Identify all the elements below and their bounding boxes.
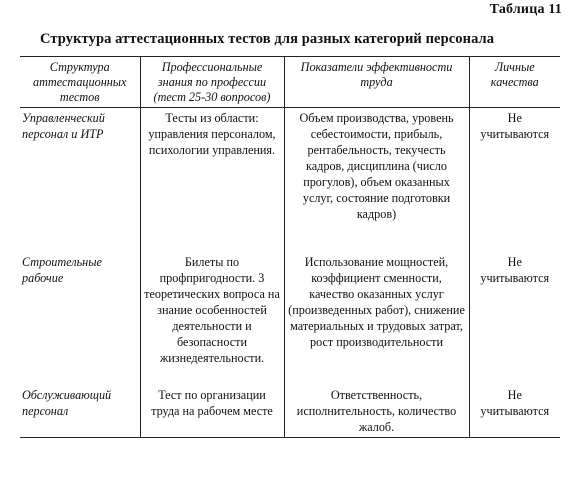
table-header-row <box>20 57 560 108</box>
row-efficiency: Объем производства, уровень себестоимости, прибыль, рентабельность, текучесть кадров, дисциплина (число прогулов), объем оказанных услуг, состояние подготовки кадров) <box>284 108 469 253</box>
attestation-tests-table <box>20 56 560 438</box>
row-efficiency: Ответственность, исполнительность, количество жалоб. <box>284 385 469 438</box>
table-row <box>20 108 560 253</box>
row-knowledge: Тесты из области: управления персоналом, психологии управления. <box>140 108 284 253</box>
row-efficiency: Использование мощностей, коэффициент сменности, качество оказанных услуг (произведенных работ), снижение материальных и трудовых затрат, рост производительности <box>284 252 469 385</box>
row-qualities: Не учитываются <box>469 385 560 438</box>
header-efficiency-indicators: Показатели эффективности труда <box>284 57 469 108</box>
table-number-label: Таблица 11 <box>489 2 562 17</box>
table-row <box>20 252 560 385</box>
row-qualities: Не учитываются <box>469 252 560 385</box>
row-category: Строительные рабочие <box>20 252 140 385</box>
header-personal-qualities: Личные качества <box>469 57 560 108</box>
table-title: Структура аттестационных тестов для разных категорий персонала <box>40 31 495 47</box>
header-professional-knowledge: Профессиональные знания по профессии (тест 25-30 вопросов) <box>140 57 284 108</box>
row-qualities: Не учитываются <box>469 108 560 253</box>
row-category: Обслуживающий персонал <box>20 385 140 438</box>
row-knowledge: Билеты по профпригодности. 3 теоретических вопроса на знание особенностей деятельности и безопасности жизнедеятельности. <box>140 252 284 385</box>
row-category: Управленческий персонал и ИТР <box>20 108 140 253</box>
row-knowledge: Тест по организации труда на рабочем месте <box>140 385 284 438</box>
table-row <box>20 385 560 438</box>
header-test-structure: Структура аттестационных тестов <box>20 57 140 108</box>
